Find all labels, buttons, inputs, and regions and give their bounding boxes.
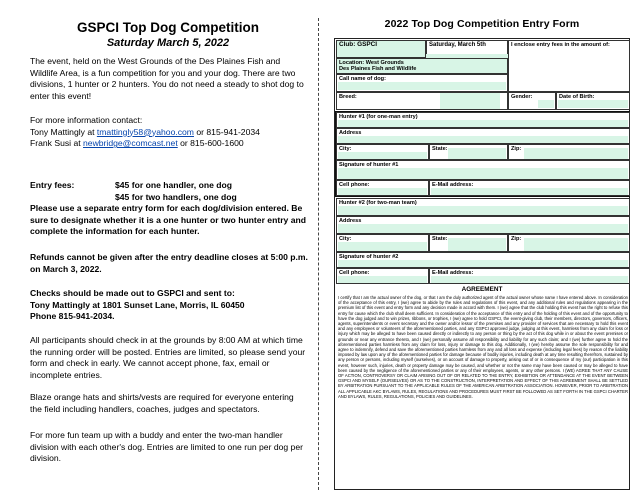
fold-line (318, 18, 319, 490)
hunter1-label: Hunter #1 (for one-man entry) (336, 112, 630, 128)
gender-input[interactable] (538, 100, 554, 108)
fee-two-handlers: $45 for two handlers, one dog (115, 191, 237, 202)
contact-block (30, 115, 308, 150)
fee-row-1 (30, 180, 308, 192)
cell1-input[interactable] (338, 188, 427, 195)
blaze-orange-paragraph: Blaze orange hats and shirts/vests are required for everyone entering the field including handlers, coaches, judges and spectators. (30, 392, 294, 414)
fee-row-2 (30, 192, 308, 204)
cell2-label: Cell phone: (336, 268, 429, 284)
gender-label: Gender: (508, 92, 556, 110)
form-title: 2022 Top Dog Competition Entry Form (384, 18, 580, 30)
address1-input[interactable] (338, 136, 628, 143)
cell1-label: Cell phone: (336, 180, 429, 196)
state2-label: State: (429, 234, 508, 252)
address2-input[interactable] (338, 224, 628, 233)
agreement-title: AGREEMENT (461, 286, 503, 293)
date-field: Saturday, March 5th (426, 40, 508, 58)
signature2-label: Signature of hunter #2 (336, 252, 630, 268)
address1-label: Address (336, 128, 630, 144)
contact-header: For more information contact: (30, 115, 143, 125)
refund-note: Refunds cannot be given after the entry deadline closes at 5:00 p.m. on March 3, 2022. (30, 252, 308, 274)
check-payable: Checks should be made out to GSPCI and sent to: (30, 288, 235, 298)
contact-frank (30, 138, 308, 150)
call-name-label: Call name of dog: (336, 74, 508, 92)
city1-label: City: (336, 144, 429, 160)
mail-address: Tony Mattingly at 1801 Sunset Lane, Morris, IL 60450 (30, 299, 245, 310)
zip1-label: Zip: (508, 144, 630, 160)
agreement-text: I certify that I am the actual owner of the dog, or that I am the duly authorized agent of the actual owner whose name I have entered above. In consideration of the acceptance of this entry, I (we) agree to abide by the rules and regulations of this event, and any additional rules and regulations appearing in the premium list of this event and entry form and any decision made in accord with them. I (we) agree that the club holding this event has the right to refuse this entry for cause which the club shall deem sufficient. In consideration of the acceptance of this entry and of the holding of this event and of the opportunity to have the dog judged and to win prizes, ribbons, or trophies, I (we) agree to hold GSPCI, the event-giving club, their members, directors, governors, officers, agents, superintendents or event secretary and the owner and/or lessor of the premises and any provider of services that are necessary to hold this event and any employees or volunteers of the aforementioned parties, and any GSPCI approved judge, judging at this event, harmless from any claim for loss or injury which may be alleged to have been caused directly or indirectly to any person or thing by the act of this dog while in or about the event premises or grounds or near any entrance thereto, and I (we) personally assume all responsibility and liability for any such claim; and I (we) further agree to hold the aforementioned parties harmless from any claim for loss, injury or damage to this dog. Additionally, I (we) hereby assume the sole responsibility for and agree to indemnify, defend and save the aforementioned parties harmless from any and all loss and expense (including legal fees) by reason of the liability imposed by law upon any of the aforementioned parties for damage because of bodily injuries, including death at any time resulting therefrom, sustained by any person or persons, including myself (ourselves), or on account of damage to property, arising out of or in consequence of my (our) participation in this event, however such, injuries, death or property damage may be caused, and whether or not the same may have been caused or may be alleged to have been caused by the negligence of the aforementioned parties or any of their employees, agents, or any other persons. I (WE) AGREE THAT ANY CAUSE OF ACTION, CONTROVERSY OR CLAIM ARISING OUT OF OR RELATED TO THE ENTRY, EXHIBITION OR ATTENDANCE AT THE EVENT BETWEEN GSPCI AND MYSELF (OURSELVES) OR AS TO THE CONSTRUCTION, INTERPRETATION AND EFFECT OF THIS AGREEMENT SHALL BE SETTLED BY ARBITRATION PURSUANT TO THE APPLICABLE RULES OF THE AMERICAN ARBITRATION ASSOCIATION. HOWEVER, PRIOR TO ARBITRATION ALL APPLICABLE AKC BYLAWS, RULES, REGULATIONS AND PROCEDURES MUST FIRST BE FOLLOWED AS SET FORTH IN THE GSPCI CHARTER AND BYLAWS, RULES, REGULATIONS, POLICIES AND GUIDELINES. (338, 295, 628, 399)
cell2-input[interactable] (338, 276, 427, 283)
contact-tony-name: Tony Mattingly at (30, 126, 97, 137)
breed-input[interactable] (440, 93, 500, 109)
signature1-input[interactable] (338, 168, 628, 179)
club-field: Club: GSPCI (336, 40, 426, 58)
dob-input[interactable] (558, 100, 628, 108)
buddy-paragraph: For more fun team up with a buddy and enter the two-man handler division with each other's dog. Entries are limited to one run per dog per division. (30, 430, 303, 464)
state1-input[interactable] (448, 148, 506, 159)
breed-label: Breed: (336, 92, 508, 110)
mail-phone: Phone 815-941-2034. (30, 311, 115, 322)
checkin-paragraph: All participants should check in at the grounds by 8:00 AM at which time the running order will be posted. Entries are limited, so please send your form and check in early. We cannot accept phone, fax, email or incomplete entries. (30, 335, 306, 380)
event-date: Saturday March 5, 2022 (106, 37, 230, 49)
zip2-input[interactable] (524, 238, 628, 251)
city1-input[interactable] (338, 152, 427, 159)
zip2-label: Zip: (508, 234, 630, 252)
email2-input[interactable] (431, 276, 628, 283)
fee-label-spacer (30, 192, 115, 204)
state1-label: State: (429, 144, 508, 160)
contact-tony-phone: or 815-941-2034 (193, 126, 260, 137)
hunter2-name-input[interactable] (338, 206, 628, 215)
zip1-input[interactable] (524, 148, 628, 159)
fees-label: Entry fees: (30, 180, 75, 190)
tony-email-link[interactable]: tmattingly58@yahoo.com (96, 126, 194, 137)
call-name-input[interactable] (338, 82, 506, 90)
hunter1-name-input[interactable] (338, 120, 628, 127)
fee-one-handler: $45 for one handler, one dog (115, 180, 232, 190)
address2-label: Address (336, 216, 630, 234)
city2-label: City: (336, 234, 429, 252)
check-instructions (30, 288, 308, 323)
intro-paragraph: The event, held on the West Grounds of the Des Plaines Fish and Wildlife Area, is a fun competition for you and your dog. There are two divisions, 1 hunter or 2 hunters. You do not need a steady to shot dog to enter this event! (30, 56, 304, 101)
email1-label: E-Mail address: (429, 180, 630, 196)
email2-label: E-Mail address: (429, 268, 630, 284)
location-field: Location: West Grounds Des Plaines Fish and Wildlife (336, 58, 508, 74)
fees-block (30, 180, 308, 238)
hunter2-label: Hunter #2 (for two-man team) (336, 198, 630, 216)
separate-entry-note: Please use a separate entry form for each dog/division entered. Be sure to designate whether it is a one hunter or two hunter entry and complete the information for each hunter. (30, 203, 306, 237)
signature1-label: Signature of hunter #1 (336, 160, 630, 180)
signature2-input[interactable] (338, 260, 628, 267)
frank-email-link[interactable]: newbridge@comcast.net (83, 138, 178, 149)
page-title: GSPCI Top Dog Competition (77, 20, 259, 35)
state2-input[interactable] (448, 238, 506, 251)
contact-frank-phone: or 815-600-1600 (177, 138, 244, 149)
contact-frank-name: Frank Susi at (30, 138, 84, 149)
contact-tony (30, 127, 308, 139)
email1-input[interactable] (431, 188, 628, 195)
dob-label: Date of Birth: (556, 92, 630, 110)
city2-input[interactable] (338, 242, 427, 251)
entry-fee-field[interactable]: I enclose entry fees in the amount of: (508, 40, 630, 92)
